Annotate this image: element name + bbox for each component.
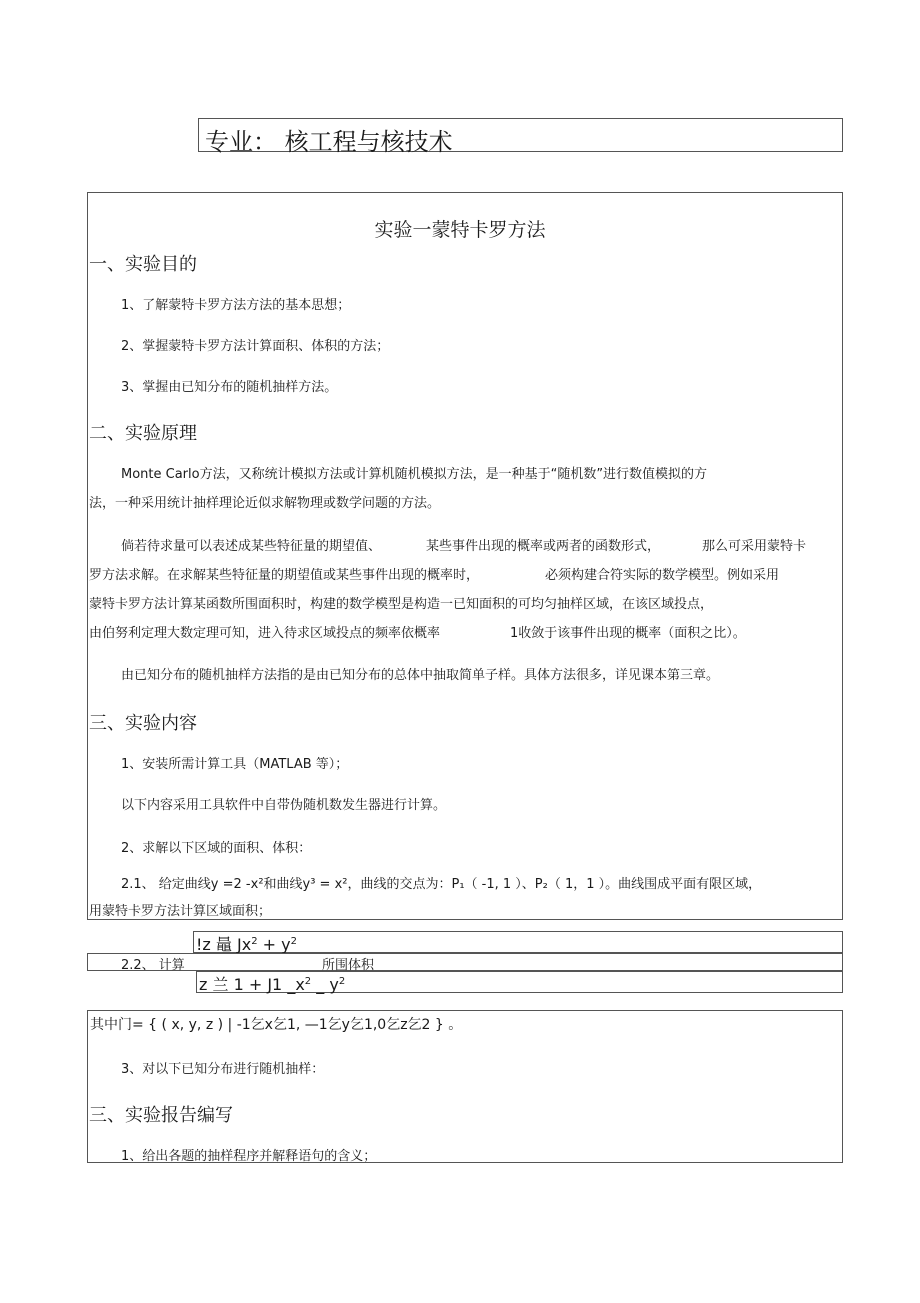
content-item-2: 2、求解以下区域的面积、体积： [121,841,312,856]
content-item-1-note: 以下内容采用工具软件中自带伪随机数发生器进行计算。 [121,798,447,813]
principle-para2-line1a: 倘若待求量可以表述成某些特征量的期望值、 [121,539,382,554]
formula-top: !z 鼂 $Jx^2 + y^2$ [196,935,297,954]
content-item-1: 1、安装所需计算工具（MATLAB 等）； [121,757,349,772]
principle-para2-line4b: 1收敛于该事件出现的概率（面积之比）。 [510,626,746,641]
principle-para3: 由已知分布的随机抽样方法指的是由已知分布的总体中抽取简单子样。具体方法很多，详见课本第三章。 [121,668,720,683]
section-content-heading: 三、实验内容 [89,713,197,734]
principle-para2-line2b: 必须构建合符实际的数学模型。例如采用 [545,568,780,583]
section-principle-heading: 二、实验原理 [89,423,197,444]
section-purpose-heading: 一、实验目的 [89,254,197,275]
principle-para2-line4a: 由伯努利定理大数定理可知，进入待求区域投点的频率依概率 [89,626,441,641]
purpose-item-1: 1、了解蒙特卡罗方法方法的基本思想； [121,298,351,313]
content-item-3: 3、对以下已知分布进行随机抽样： [121,1062,325,1077]
content-item-2-1-line1: 2.1、 给定曲线y =2 -x²和曲线y³ = x²，曲线的交点为：P₁（ -1, 1 ）、P₂（ 1，1 ）。曲线围成平面有限区域， [121,877,762,892]
formula-row-middle [87,953,843,971]
principle-para2-line3: 蒙特卡罗方法计算某函数所围面积时，构建的数学模型是构造一已知面积的可均匀抽样区域，在该区域投点， [89,597,714,612]
major-title: 专业： 核工程与核技术 [205,128,453,156]
purpose-item-2: 2、掌握蒙特卡罗方法计算面积、体积的方法； [121,339,390,354]
principle-para2-line1c: 那么可采用蒙特卡 [702,539,807,554]
doc-title: 实验一蒙特卡罗方法 [374,219,546,241]
principle-para2-line1b: 某些事件出现的概率或两者的函数形式， [426,539,661,554]
formula-bottom: z 兰 1 + J1 $\_x^2$ _ $y^2$ [199,975,346,994]
report-item-1: 1、给出各题的抽样程序并解释语句的含义； [121,1149,377,1164]
item-2-2-label: 2.2、 计算 [121,958,185,973]
principle-para2-line2a: 罗方法求解。在求解某些特征量的期望值或某些事件出现的概率时， [89,568,480,583]
principle-para1-line2: 法，一种采用统计抽样理论近似求解物理或数学问题的方法。 [89,496,441,511]
purpose-item-3: 3、掌握由已知分布的随机抽样方法。 [121,380,338,395]
principle-para1-line1: Monte Carlo方法，又称统计模拟方法或计算机随机模拟方法，是一种基于“随机数”进行数值模拟的方 [121,467,708,482]
content-item-2-1-line2: 用蒙特卡罗方法计算区域面积； [89,904,272,919]
item-2-2-volume: 所围体积 [322,958,375,973]
section-report-heading: 三、实验报告编写 [89,1105,233,1126]
set-definition: 其中门= { ( x, y, z ) | -1乞x乞1, —1乞y乞1,0乞z乞2 } 。 [90,1017,463,1033]
